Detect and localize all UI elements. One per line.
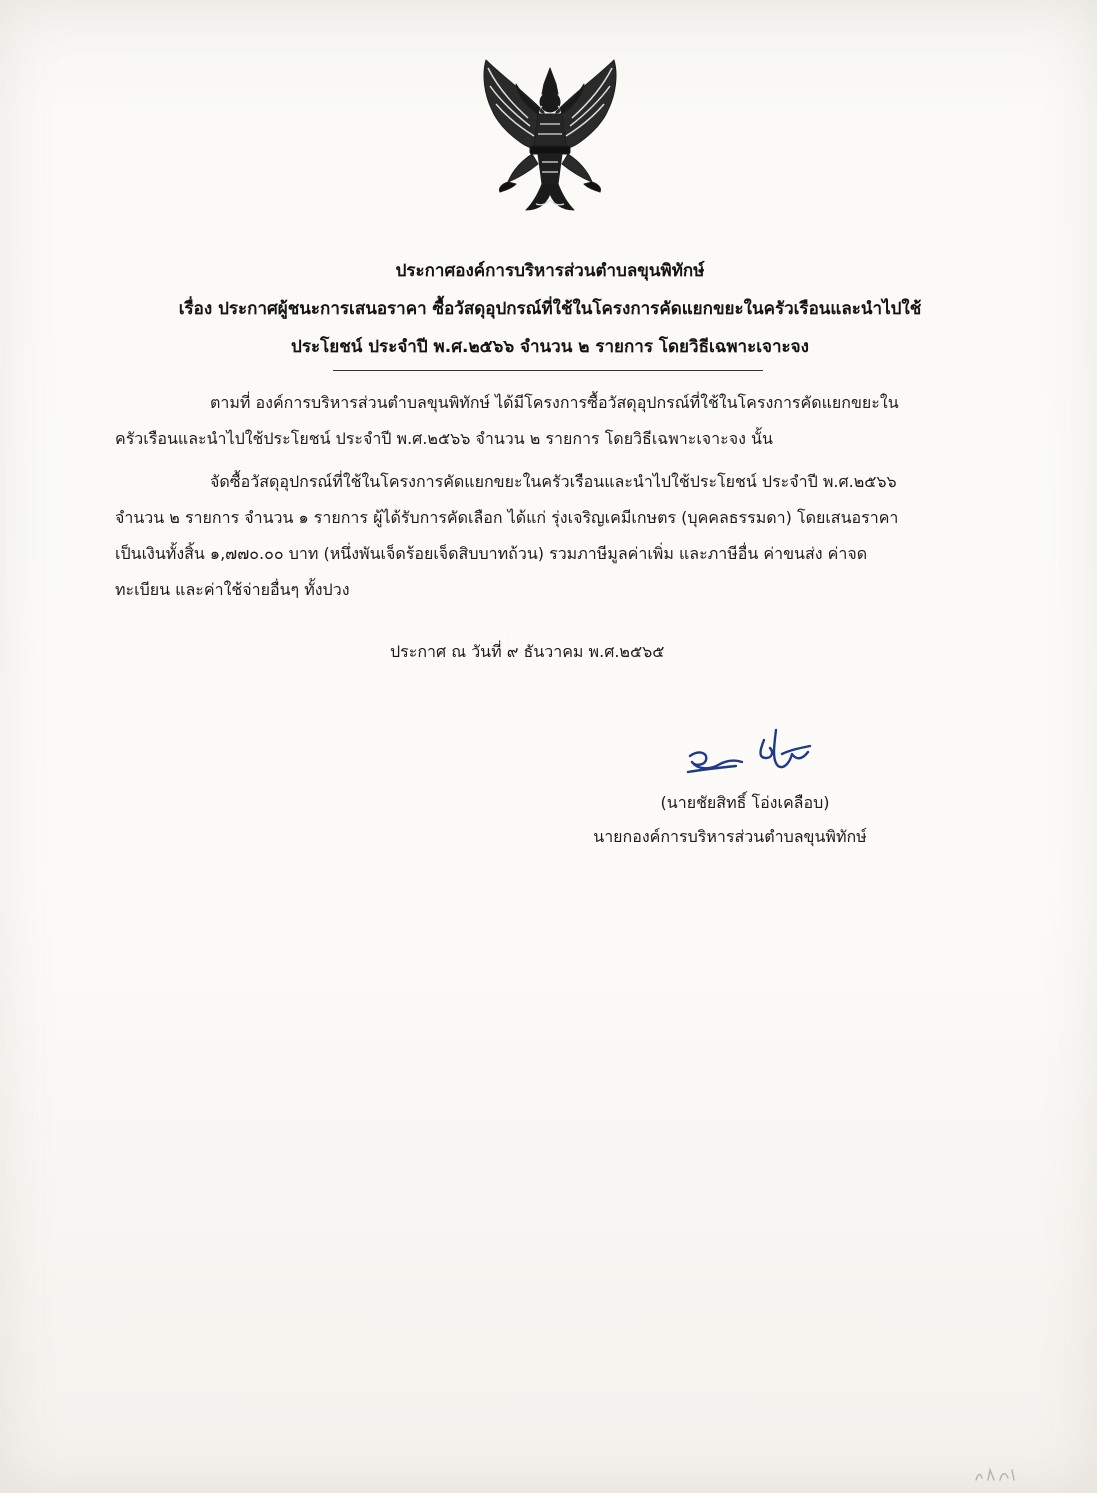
paragraph-2-line-4: ทะเบียน และค่าใช้จ่ายอื่นๆ ทั้งปวง (115, 580, 350, 599)
announcement-title: ประกาศองค์การบริหารส่วนตำบลขุนพิทักษ์ (395, 261, 705, 281)
paragraph-2-line-3: เป็นเงินทั้งสิ้น ๑,๗๗๐.๐๐ บาท (หนึ่งพันเจ็ดร้อยเจ็ดสิบบาทถ้วน) รวมภาษีมูลค่าเพิ่ม และภาษีอื่น ค่าขนส่ง ค่าจด (115, 544, 868, 563)
title-divider (333, 370, 763, 371)
signatory-name: (นายชัยสิทธิ์ โอ่งเคลือบ) (660, 793, 830, 812)
subject-line-2: ประโยชน์ ประจำปี พ.ศ.๒๕๖๖ จำนวน ๒ รายการ โดยวิธีเฉพาะเจาะจง (291, 337, 809, 357)
signatory-position: นายกองค์การบริหารส่วนตำบลขุนพิทักษ์ (593, 827, 867, 846)
announcement-date: ประกาศ ณ วันที่ ๙ ธันวาคม พ.ศ.๒๕๖๕ (390, 642, 665, 661)
paragraph-1-line-2: ครัวเรือนและนำไปใช้ประโยชน์ ประจำปี พ.ศ.๒๕๖๖ จำนวน ๒ รายการ โดยวิธีเฉพาะเจาะจง นั้น (115, 429, 773, 448)
paragraph-2-line-2: จำนวน ๒ รายการ จำนวน ๑ รายการ ผู้ได้รับการคัดเลือก ได้แก่ รุ่งเจริญเคมีเกษตร (บุคคลธรรมดา) โดยเสนอราคา (115, 508, 899, 527)
paragraph-1 (115, 385, 991, 457)
paragraph-2-line-1: จัดซื้อวัสดุอุปกรณ์ที่ใช้ในโครงการคัดแยกขยะในครัวเรือนและนำไปใช้ประโยชน์ ประจำปี พ.ศ.๒๕๖๖ (210, 472, 897, 491)
handwritten-signature (680, 726, 820, 786)
announcement-title-block (100, 252, 1000, 366)
paragraph-2 (115, 464, 991, 608)
faint-corner-mark (970, 1462, 1040, 1486)
subject-line-1: เรื่อง ประกาศผู้ชนะการเสนอราคา ซื้อวัสดุอุปกรณ์ที่ใช้ในโครงการคัดแยกขยะในครัวเรือนและนำไปใช้ (178, 299, 922, 319)
paragraph-1-line-1: ตามที่ องค์การบริหารส่วนตำบลขุนพิทักษ์ ได้มีโครงการซื้อวัสดุอุปกรณ์ที่ใช้ในโครงการคัดแยกขยะใน (210, 393, 899, 412)
garuda-emblem (472, 54, 628, 218)
